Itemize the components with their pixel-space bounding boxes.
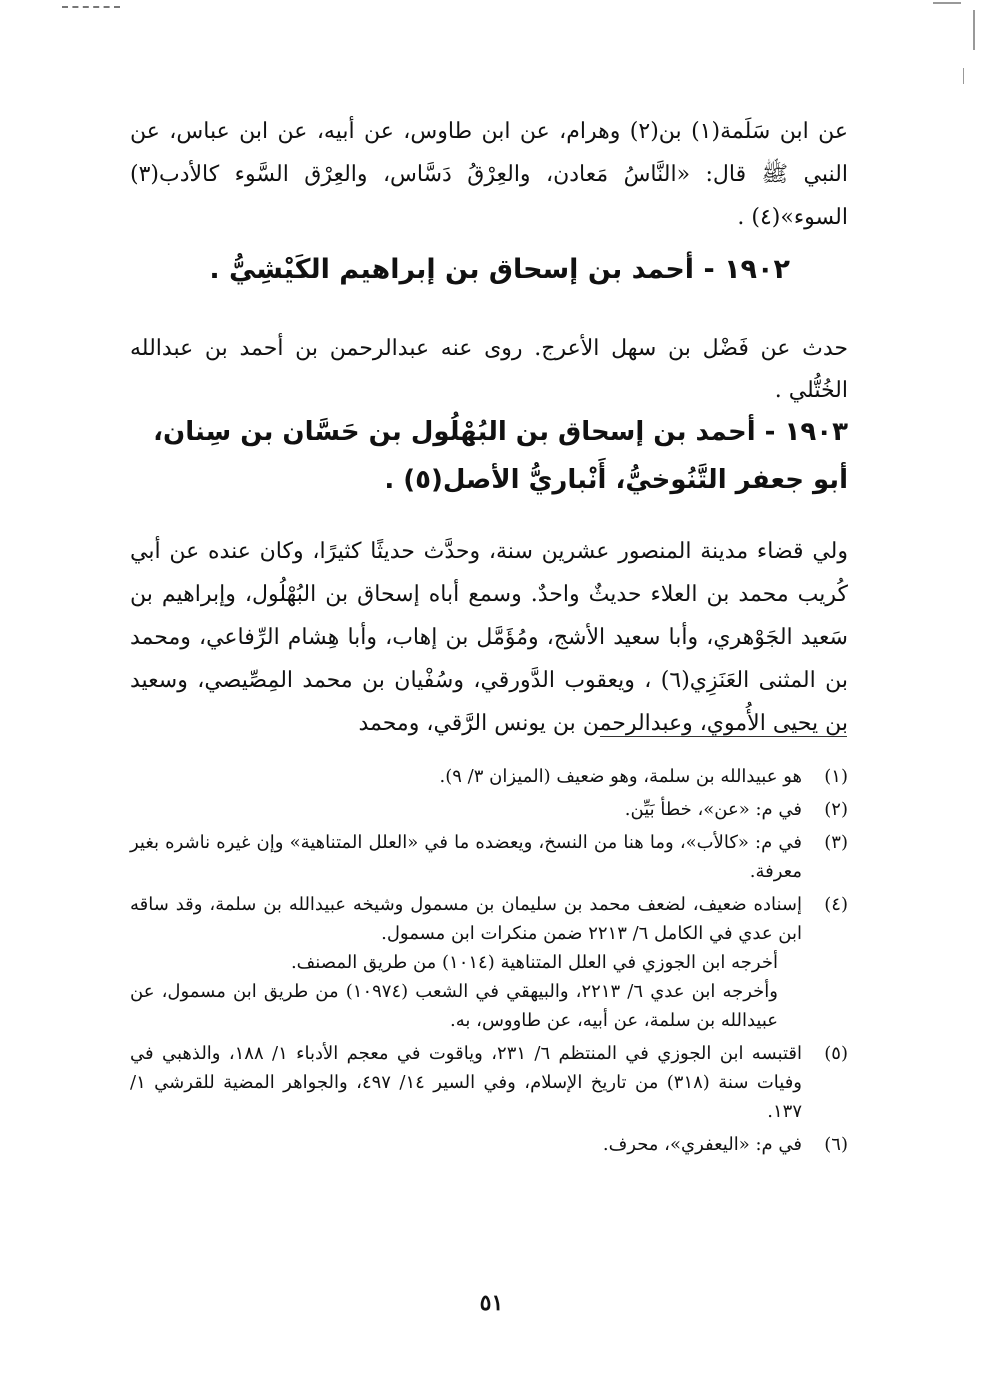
scan-edge-line [963, 68, 964, 84]
entry-heading: ١٩٠٢ - أحمد بن إسحاق بن إبراهيم الكَيْشِيُّ . [209, 254, 790, 285]
footnote-text: في م: «عن»، خطأ بَيِّن. [624, 799, 802, 820]
body-paragraph: عن ابن سَلَمة(١) بن(٢) وهرام، عن ابن طاوس، عن أبيه، عن ابن عباس، عن النبي ﷺ قال: «النَّاسُ مَعادن، والعِرْقُ دَسَّاس، والعِرْق السَّوء كالأدب(٣) السوء»(٤) . [130, 119, 848, 230]
entry-heading: ١٩٠٣ - أحمد بن إسحاق بن البُهْلُول بن حَسَّان بن سِنان، أبو جعفر التَّنُوخيُّ، أَنْباريُّ الأصل(٥) . [153, 417, 848, 495]
body-paragraph: حدث عن فَضْل بن سهل الأعرج. روى عنه عبدالرحمن بن أحمد بن عبدالله الخُتُّلي . [130, 336, 848, 403]
footnote-text: هو عبيدالله بن سلمة، وهو ضعيف (الميزان ٣/ ٩). [439, 766, 802, 787]
scan-edge-line [973, 10, 975, 50]
scan-mark [62, 6, 120, 10]
footnote-number: (٦) [824, 1134, 848, 1155]
footnote-number: (٤) [824, 894, 848, 915]
footnote-text: في م: «كالأب»، وما هنا من النسخ، ويعضده ما في «العلل المتناهية» وإن غيره ناشره بغير معرفة. [130, 832, 802, 882]
footnotes [130, 762, 848, 1163]
footnote-subparagraph: وأخرجه ابن عدي ٦/ ٢٢١٣، والبيهقي في الشعب (١٠٩٧٤) من طريق ابن مسمول، عن عبيدالله بن سلمة، عن أبيه، عن طاووس، به. [130, 981, 779, 1031]
footnote-number: (٢) [824, 799, 848, 820]
footnote-text: في م: «اليعفري»، محرف. [602, 1134, 802, 1155]
page-number: ٥١ [479, 1290, 504, 1316]
footnote-number: (٣) [824, 832, 848, 853]
footnote-separator [600, 736, 847, 737]
footnote [130, 828, 848, 886]
footnote-number: (٥) [824, 1043, 848, 1064]
footnote-number: (١) [824, 766, 848, 787]
footnote-text: اقتبسه ابن الجوزي في المنتظم ٦/ ٢٣١، وياقوت في معجم الأدباء ١/ ١٨٨، والذهبي في وفيات سنة (٣١٨) من تاريخ الإسلام، وفي السير ١٤/ ٤٩٧، والجواهر المضية للقرشي ١/ ١٣٧. [130, 1043, 802, 1122]
footnote [130, 890, 848, 1035]
footnote [130, 1130, 848, 1159]
scan-mark [933, 2, 961, 4]
body-paragraph: ولي قضاء مدينة المنصور عشرين سنة، وحدَّث حديثًا كثيرًا، وكان عنده عن أبي كُريب محمد بن العلاء حديثٌ واحدٌ. وسمع أباه إسحاق بن البُهْلُول، وإبراهيم بن سَعيد الجَوْهري، وأبا سعيد الأشج، ومُؤَمَّل بن إهاب، وأبا هِشام الرِّفاعي، ومحمد بن المثنى العَنَزِي(٦) ، ويعقوب الدَّورقي، وسُفْيان بن محمد المِصِّيصي، وسعيد بن يحيى الأُموي، وعبدالرحمن بن يونس الرَّقي، ومحمد [130, 539, 848, 736]
footnote [130, 1039, 848, 1126]
footnote [130, 762, 848, 791]
footnote-subparagraph: أخرجه ابن الجوزي في العلل المتناهية (١٠١٤) من طريق المصنف. [290, 952, 778, 973]
footnote [130, 795, 848, 824]
footnote-text: إسناده ضعيف، لضعف محمد بن سليمان بن مسمول وشيخه عبيدالله بن سلمة، وقد ساقه ابن عدي في الكامل ٦/ ٢٢١٣ ضمن منكرات ابن مسمول. [130, 894, 802, 944]
